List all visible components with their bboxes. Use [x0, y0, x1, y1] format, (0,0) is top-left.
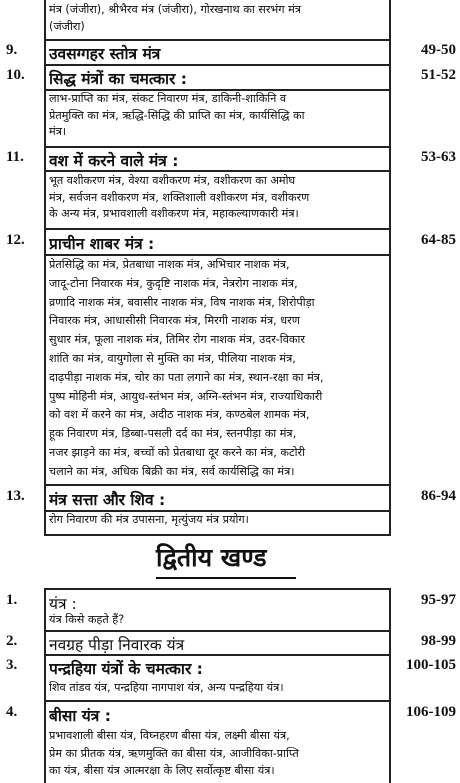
description-line: निवारक मंत्र, आधासीसी निवारक मंत्र, मिरगी नाशक मंत्र, धरण [49, 314, 300, 328]
description-line: हूक निवारण मंत्र, डिब्बा-पसली दर्द का मंत्र, स्तनपीड़ा का मंत्र, [49, 427, 297, 441]
description-line: रोग निवारण की मंत्र उपासना, मृत्युंजय मंत्र प्रयोग। [49, 513, 249, 526]
entry-number: 4. [6, 704, 18, 720]
right-column-rule-lower [389, 588, 391, 783]
entry-pages: 98-99 [421, 633, 456, 649]
description-line: यंत्र किसे कहते हैं? [49, 613, 125, 626]
description-line: दाढ़पीड़ा नाशक मंत्र, चोर का पता लगाने का मंत्र, स्थान-रक्षा का मंत्र, [49, 370, 324, 384]
entry-number: 10. [6, 67, 25, 83]
entry-description [49, 91, 387, 141]
row-divider [44, 484, 390, 486]
left-column-rule [44, 0, 46, 536]
entry-number: 3. [6, 657, 18, 673]
entry-pages: 100-105 [406, 657, 456, 673]
entry-title[interactable]: पन्द्रहिया यंत्रों के चमत्कार : [49, 660, 203, 678]
entry-description [49, 512, 387, 529]
entry-number: 1. [6, 592, 18, 608]
entry-title[interactable]: नवग्रह पीड़ा निवारक यंत्र [49, 636, 185, 654]
description-line: नजर झाड़ने का मंत्र, बच्चों को प्रेतबाधा दूर करने का मंत्र, कटोरी [49, 445, 305, 459]
description-line: व्रणादि नाशक मंत्र, बवासीर नाशक मंत्र, विष नाशक मंत्र, शिरोपीड़ा [49, 295, 315, 309]
entry-number: 12. [6, 232, 25, 248]
entry-pages: 64-85 [421, 232, 456, 248]
entry-title[interactable]: बीसा यंत्र : [49, 707, 111, 725]
description-line: को वश में करने का मंत्र, अदीठ नाशक मंत्र, कण्ठबेल शामक मंत्र, [49, 408, 310, 422]
entry-pages: 53-63 [421, 149, 456, 165]
entry-title[interactable]: प्राचीन शाबर मंत्र : [49, 235, 155, 253]
description-line: सुधार मंत्र, फूला नाशक मंत्र, तिमिर रोग नाशक मंत्र, उदर-विकार [49, 333, 305, 347]
entry-number: 9. [6, 42, 18, 58]
description-line: जादू-टोना निवारक मंत्र, कुदृष्टि नाशक मंत्र, नेत्ररोग नाशक मंत्र, [49, 276, 298, 290]
entry-description [49, 727, 387, 780]
entry-title[interactable]: सिद्ध मंत्रों का चमत्कार : [49, 70, 187, 88]
description-line: पुष्प मोहिनी मंत्र, आयुध-स्तंभन मंत्र, अग्नि-स्तंभन मंत्र, राज्याधिकारी [49, 389, 323, 403]
entry-number: 2. [6, 633, 18, 649]
row-divider [44, 64, 390, 66]
entry-pages: 95-97 [421, 592, 456, 608]
left-column-rule-lower [44, 588, 46, 783]
continuation-line: (जंजीरा) [49, 19, 85, 33]
row-divider [44, 146, 390, 148]
description-line: का यंत्र, बीसा यंत्र आत्मरक्षा के लिए सर्वोत्कृष्ट बीसा यंत्र। [49, 764, 275, 777]
entry-description [49, 256, 387, 482]
description-line: प्रेतसिद्धि का मंत्र, प्रेतबाधा नाशक मंत्र, अभिचार नाशक मंत्र, [49, 258, 290, 271]
entry-pages: 106-109 [406, 704, 456, 720]
entry-description [49, 173, 387, 223]
description-line: प्रभावशाली बीसा यंत्र, विघ्नहरण बीसा यंत्र, लक्ष्मी बीसा यंत्र, [49, 729, 290, 742]
entry-title[interactable]: वश में करने वाले मंत्र : [49, 152, 179, 170]
description-line: प्रेतमुक्ति का मंत्र, ऋद्धि-सिद्धि की प्राप्ति का मंत्र, कार्यसिद्धि का [49, 108, 305, 122]
description-line: भूत वशीकरण मंत्र, वेश्या वशीकरण मंत्र, वशीकरण का अमोघ [49, 174, 296, 187]
entry-pages: 49-50 [421, 42, 456, 58]
entry-number: 13. [6, 488, 25, 504]
right-column-rule [389, 0, 391, 536]
description-line: मंत्र। [49, 125, 67, 139]
description-line: प्रेम का प्रीतक यंत्र, ऋणमुक्ति का बीसा यंत्र, आजीविका-प्राप्ति [49, 746, 299, 760]
description-line: चलाने का मंत्र, अधिक बिक्री का मंत्र, सर्व कार्यसिद्धि का मंत्र। [49, 464, 295, 478]
row-divider [44, 630, 390, 632]
description-line: के अन्य मंत्र, प्रभावशाली वशीकरण मंत्र, महाकल्याणकारी मंत्र। [49, 207, 299, 221]
row-divider [44, 39, 390, 41]
entry-description [49, 680, 387, 697]
entry-title[interactable]: उवसग्गहर स्तोत्र मंत्र [49, 45, 161, 63]
description-line: लाभ-प्राप्ति का मंत्र, संकट निवारण मंत्र, डाकिनी-शाकिनि व [49, 92, 287, 105]
description-line: मंत्र, सर्वजन वशीकरण मंत्र, शक्तिशाली वशीकरण मंत्र, वशीकरण [49, 190, 310, 204]
row-divider [44, 700, 390, 702]
continuation-text [49, 2, 387, 35]
row-divider [44, 588, 390, 590]
entry-pages: 86-94 [421, 488, 456, 504]
entry-title[interactable]: मंत्र सत्ता और शिव : [49, 491, 166, 509]
entry-pages: 51-52 [421, 67, 456, 83]
section-heading: द्वितीय खण्ड [156, 540, 296, 579]
continuation-line: मंत्र (जंजीरा), श्रीभैरव मंत्र (जंजीरा), गोरखनाथ का सरभंग मंत्र [49, 3, 302, 16]
row-divider [44, 534, 390, 536]
row-divider [44, 228, 390, 230]
entry-title[interactable]: यंत्र : [49, 595, 77, 613]
entry-number: 11. [6, 149, 24, 165]
entry-description [49, 612, 387, 629]
description-line: शांति का मंत्र, वायुगोला से मुक्ति का मंत्र, पीलिया नाशक मंत्र, [49, 351, 296, 365]
description-line: शिव तांडव यंत्र, पन्द्रहिया नागपाश यंत्र, अन्य पन्द्रहिया यंत्र। [49, 681, 284, 694]
